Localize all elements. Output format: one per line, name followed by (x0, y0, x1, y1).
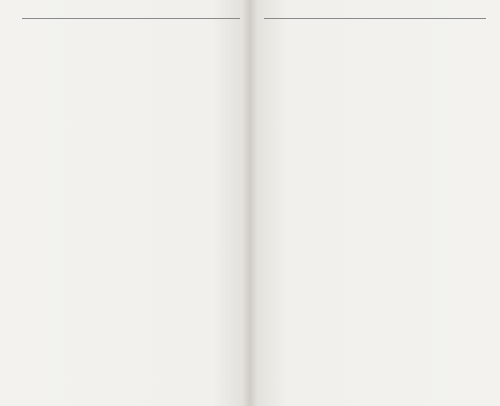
left-running-head (22, 4, 240, 19)
right-running-head (264, 4, 486, 19)
right-page (250, 0, 500, 406)
